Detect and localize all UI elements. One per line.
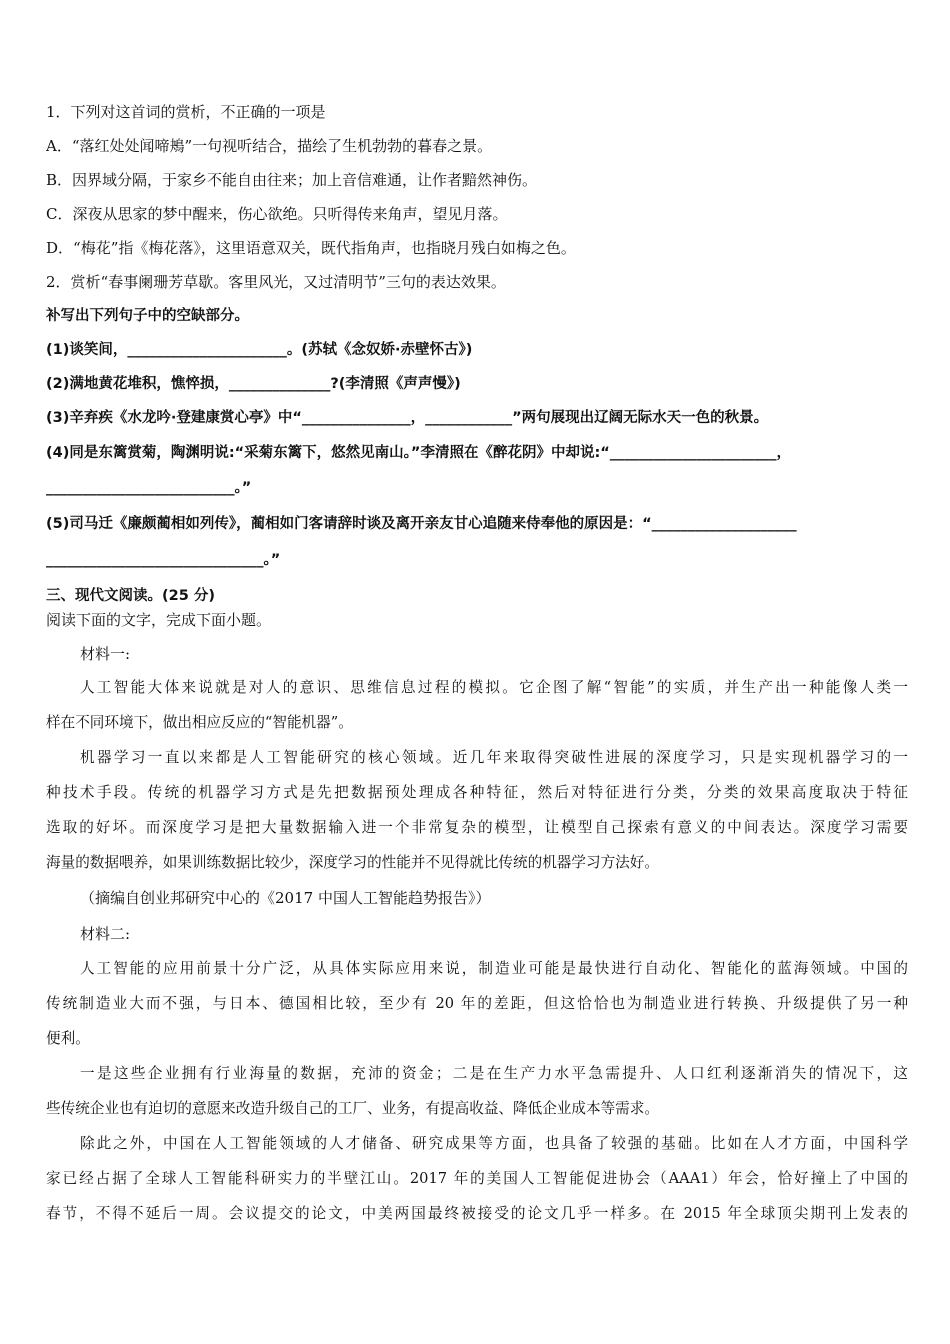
- paragraph-2-line-4: 海量的数据喂养，如果训练数据比较少，深度学习的性能并不见得就比传统的机器学习方法好。: [46, 854, 659, 871]
- question-1: 1．下列对这首词的赏析，不正确的一项是: [46, 103, 326, 121]
- paragraph-5-line-3: 春节，不得不延后一周。会议提交的论文，中美两国最终被接受的论文几乎一样多。在 2015 年全球顶尖期刊上发表的: [46, 1205, 908, 1222]
- paragraph-5-line-1: 除此之外，中国在人工智能领域的人才储备、研究成果等方面，也具备了较强的基础。比如在人才方面，中国科学: [80, 1135, 908, 1152]
- section-3-title: 三、现代文阅读。(25 分): [46, 588, 215, 604]
- option-a: A．“落红处处闻啼鴂”一句视听结合，描绘了生机勃勃的暮春之景。: [46, 137, 493, 155]
- paragraph-1-line-2: 样在不同环境下，做出相应反应的“智能机器”。: [46, 714, 353, 731]
- fill-blank-1: (1)谈笑间，______________________。(苏轼《念奴娇·赤壁怀古》): [46, 342, 473, 358]
- fill-blank-5a: (5)司马迁《廉颇蔺相如列传》，蔺相如门客请辞时谈及离开亲友甘心追随来侍奉他的原因是：“____________________: [46, 516, 797, 532]
- fill-blank-5b: ______________________________。”: [46, 552, 281, 568]
- paragraph-3-line-2: 传统制造业大而不强，与日本、德国相比较，至少有 20 年的差距，但这恰恰也为制造业进行转换、升级提供了另一种: [46, 995, 908, 1012]
- paragraph-5-line-2: 家已经占据了全球人工智能科研实力的半壁江山。2017 年的美国人工智能促进协会（AAA1）年会，恰好撞上了中国的: [46, 1170, 908, 1187]
- paragraph-4-line-2: 些传统企业也有迫切的意愿来改造升级自己的工厂、业务，有提高收益、降低企业成本等需求。: [46, 1100, 659, 1117]
- option-b: B．因界域分隔，于家乡不能自由往来；加上音信难通，让作者黯然神伤。: [46, 171, 538, 189]
- paragraph-2-line-1: 机器学习一直以来都是人工智能研究的核心领域。近几年来取得突破性进展的深度学习，只是实现机器学习的一: [80, 749, 908, 766]
- fill-blank-4b: __________________________。”: [46, 480, 252, 496]
- paragraph-3-line-3: 便利。: [46, 1030, 90, 1047]
- question-2: 2．赏析“春事阑珊芳草歇。客里风光，又过清明节”三句的表达效果。: [46, 273, 506, 291]
- paragraph-2-line-3: 选取的好坏。而深度学习是把大量数据输入进一个非常复杂的模型，让模型自己探索有意义的中间表达。深度学习需要: [46, 819, 908, 836]
- fill-blank-4a: (4)同是东篱赏菊，陶渊明说:“采菊东篱下，悠然见南山。”李清照在《醉花阴》中却说:“_______________________，: [46, 445, 792, 461]
- fill-blank-title: 补写出下列句子中的空缺部分。: [46, 308, 249, 324]
- fill-blank-2: (2)满地黄花堆积，憔悴损，______________?(李清照《声声慢》): [46, 376, 461, 392]
- paragraph-4-line-1: 一是这些企业拥有行业海量的数据，充沛的资金；二是在生产力水平急需提升、人口红利逐渐消失的情况下，这: [80, 1065, 908, 1082]
- material-1-label: 材料一:: [80, 645, 131, 663]
- section-3-intro: 阅读下面的文字，完成下面小题。: [46, 611, 272, 629]
- source-citation: （摘编自创业邦研究中心的《2017 中国人工智能趋势报告》）: [80, 889, 491, 907]
- material-2-label: 材料二:: [80, 925, 131, 943]
- option-c: C．深夜从思家的梦中醒来，伤心欲绝。只听得传来角声，望见月落。: [46, 205, 508, 223]
- paragraph-2-line-2: 种技术手段。传统的机器学习方式是先把数据预处理成各种特征，然后对特征进行分类，分类的效果高度取决于特征: [46, 784, 908, 801]
- paragraph-1-line-1: 人工智能大体来说就是对人的意识、思维信息过程的模拟。它企图了解“智能”的实质，并生产出一种能像人类一: [80, 679, 908, 696]
- fill-blank-3: (3)辛弃疾《水龙吟·登建康赏心亭》中“_______________，____________”两句展现出辽阔无际水天一色的秋景。: [46, 410, 769, 426]
- paragraph-3-line-1: 人工智能的应用前景十分广泛，从具体实际应用来说，制造业可能是最快进行自动化、智能化的蓝海领域。中国的: [80, 960, 908, 977]
- option-d: D．“梅花”指《梅花落》，这里语意双关，既代指角声，也指晓月残白如梅之色。: [46, 239, 576, 257]
